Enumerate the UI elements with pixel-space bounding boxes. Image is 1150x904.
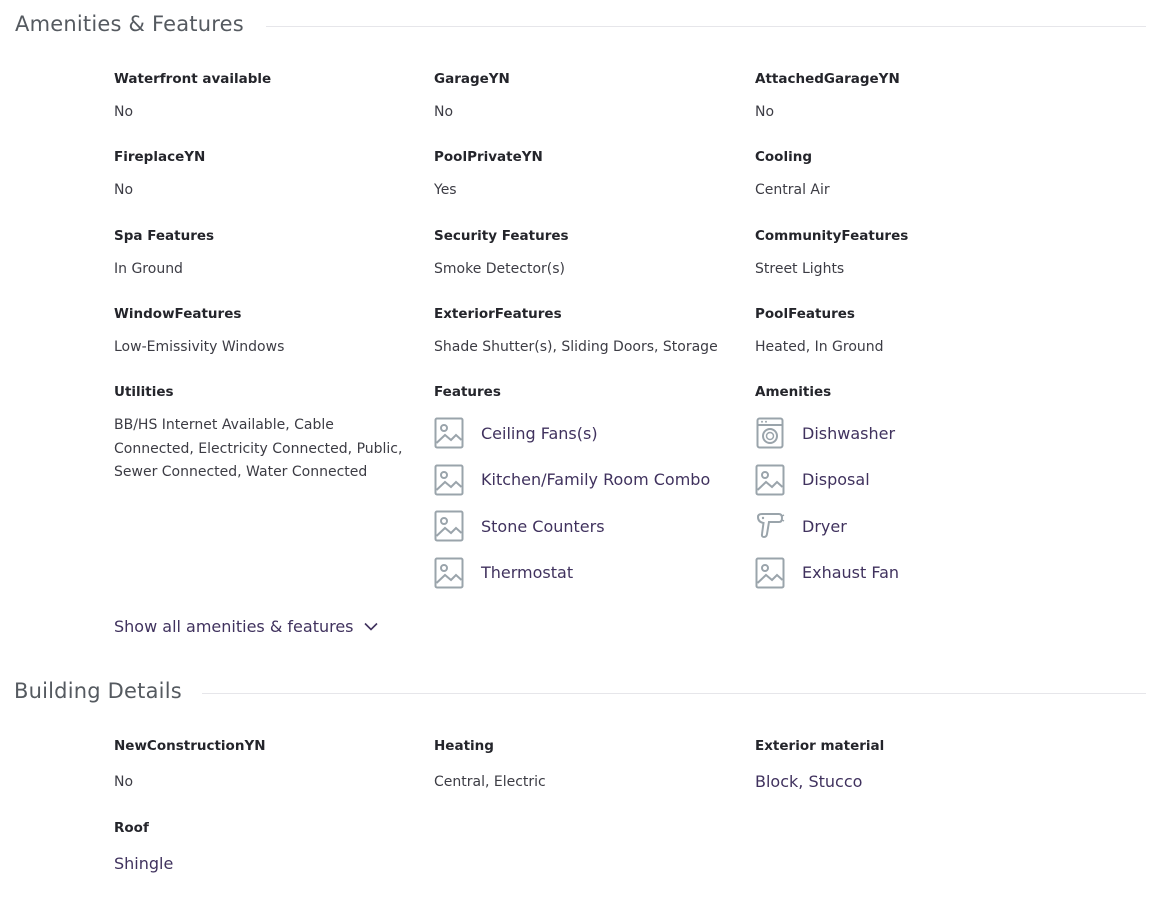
- section-divider: [202, 693, 1146, 694]
- field-value: Shingle: [114, 854, 174, 873]
- field-label: PoolPrivateYN: [434, 149, 543, 165]
- field-value: No: [114, 104, 134, 120]
- field-label: Exterior material: [755, 738, 885, 754]
- field-label: Cooling: [755, 149, 812, 165]
- field-label: CommunityFeatures: [755, 228, 909, 244]
- feature-label: Thermostat: [481, 563, 574, 583]
- field-pool-features: [755, 306, 1055, 360]
- section-divider: [266, 26, 1146, 27]
- features-list: [434, 410, 734, 596]
- image-placeholder-icon: [434, 556, 464, 590]
- field-fireplace: [114, 149, 414, 203]
- field-label: WindowFeatures: [114, 306, 242, 322]
- field-roof: [114, 820, 414, 876]
- feature-label: Stone Counters: [481, 516, 605, 536]
- field-exterior-features: [434, 306, 734, 360]
- field-cooling: [755, 149, 1055, 203]
- field-label: PoolFeatures: [755, 306, 855, 322]
- field-label: ExteriorFeatures: [434, 306, 562, 322]
- field-value: Central, Electric: [434, 774, 546, 790]
- field-value: No: [755, 104, 775, 120]
- field-label: Features: [434, 384, 501, 400]
- field-value: Street Lights: [755, 261, 845, 277]
- field-value: No: [114, 774, 134, 790]
- image-placeholder-icon: [434, 416, 464, 450]
- field-security-features: [434, 228, 734, 282]
- field-garage: [434, 71, 734, 125]
- amenity-label: Disposal: [802, 470, 870, 490]
- show-all-amenities-button[interactable]: [114, 617, 378, 636]
- field-label: Waterfront available: [114, 71, 272, 87]
- field-label: NewConstructionYN: [114, 738, 266, 754]
- field-label: Utilities: [114, 384, 174, 400]
- field-label: Spa Features: [114, 228, 215, 244]
- list-item: [434, 410, 734, 457]
- field-utilities: [114, 384, 404, 485]
- amenities-group: [755, 384, 1055, 596]
- field-value: Central Air: [755, 182, 830, 198]
- show-all-label: Show all amenities & features: [114, 617, 354, 636]
- features-group: [434, 384, 734, 596]
- field-window-features: [114, 306, 414, 360]
- field-value: In Ground: [114, 261, 183, 277]
- amenity-label: Dryer: [802, 516, 847, 536]
- field-value: Smoke Detector(s): [434, 261, 565, 277]
- building-section-title: Building Details: [14, 679, 182, 703]
- field-label: FireplaceYN: [114, 149, 206, 165]
- list-item: [434, 457, 734, 504]
- field-community-features: [755, 228, 1055, 282]
- list-item: [755, 410, 1055, 457]
- image-placeholder-icon: [434, 463, 464, 497]
- field-label: Amenities: [755, 384, 832, 400]
- field-spa-features: [114, 228, 414, 282]
- field-new-construction: [114, 738, 414, 795]
- field-label: Heating: [434, 738, 494, 754]
- field-value: No: [114, 182, 134, 198]
- field-exterior-material: [755, 738, 1055, 794]
- field-label: GarageYN: [434, 71, 510, 87]
- amenity-label: Dishwasher: [802, 423, 896, 443]
- field-value: No: [434, 104, 454, 120]
- field-label: Roof: [114, 820, 149, 836]
- list-item: [755, 457, 1055, 504]
- image-placeholder-icon: [434, 509, 464, 543]
- image-placeholder-icon: [755, 556, 785, 590]
- feature-label: Ceiling Fans(s): [481, 423, 598, 443]
- amenities-list: [755, 410, 1055, 596]
- image-placeholder-icon: [755, 463, 785, 497]
- chevron-down-icon: [364, 622, 378, 631]
- field-value: Shade Shutter(s), Sliding Doors, Storage: [434, 339, 718, 355]
- list-item: [434, 550, 734, 597]
- hair-dryer-icon: [755, 509, 785, 543]
- list-item: [755, 550, 1055, 597]
- field-label: Security Features: [434, 228, 569, 244]
- field-pool-private: [434, 149, 734, 203]
- dishwasher-icon: [755, 416, 785, 450]
- field-value: Block, Stucco: [755, 772, 863, 791]
- list-item: [434, 503, 734, 550]
- field-attached-garage: [755, 71, 1055, 125]
- field-value: Yes: [434, 182, 457, 198]
- field-value: Low-Emissivity Windows: [114, 339, 285, 355]
- field-label: AttachedGarageYN: [755, 71, 900, 87]
- field-heating: [434, 738, 734, 795]
- feature-label: Kitchen/Family Room Combo: [481, 470, 711, 490]
- field-waterfront: [114, 71, 414, 125]
- list-item: [755, 503, 1055, 550]
- field-value: BB/HS Internet Available, Cable Connected, Electricity Connected, Public, Sewer Connected, Water Connected: [114, 417, 403, 480]
- amenity-label: Exhaust Fan: [802, 563, 900, 583]
- field-value: Heated, In Ground: [755, 339, 884, 355]
- amenities-section-title: Amenities & Features: [15, 12, 244, 36]
